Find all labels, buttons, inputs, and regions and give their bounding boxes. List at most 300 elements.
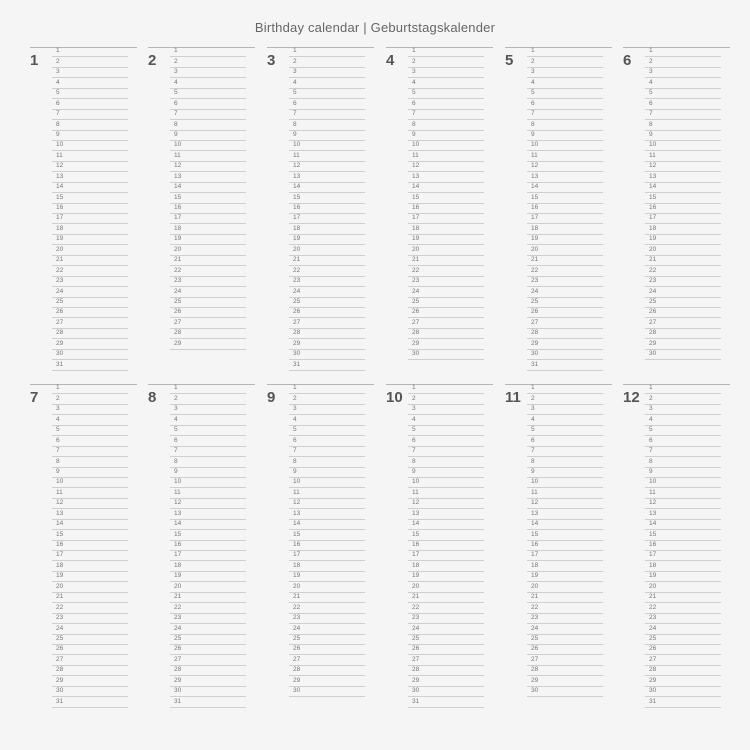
- day-row[interactable]: [289, 151, 365, 161]
- day-row[interactable]: [527, 287, 603, 297]
- day-row[interactable]: [170, 214, 246, 224]
- day-row[interactable]: [170, 624, 246, 634]
- day-row[interactable]: [527, 614, 603, 624]
- day-row[interactable]: [170, 47, 246, 57]
- day-row[interactable]: [645, 298, 721, 308]
- day-row[interactable]: [408, 99, 484, 109]
- day-row[interactable]: [289, 120, 365, 130]
- day-row[interactable]: [289, 204, 365, 214]
- day-row[interactable]: [52, 394, 128, 404]
- day-row[interactable]: [527, 183, 603, 193]
- day-row[interactable]: [527, 457, 603, 467]
- day-row[interactable]: [170, 339, 246, 349]
- day-row[interactable]: [289, 162, 365, 172]
- day-row[interactable]: [170, 530, 246, 540]
- day-row[interactable]: [408, 572, 484, 582]
- day-row[interactable]: [527, 172, 603, 182]
- day-row[interactable]: [170, 110, 246, 120]
- day-row[interactable]: [527, 68, 603, 78]
- day-row[interactable]: [170, 266, 246, 276]
- day-row[interactable]: [527, 141, 603, 151]
- day-row[interactable]: [52, 384, 128, 394]
- day-row[interactable]: [645, 593, 721, 603]
- day-row[interactable]: [170, 162, 246, 172]
- day-row[interactable]: [645, 204, 721, 214]
- day-row[interactable]: [527, 499, 603, 509]
- day-row[interactable]: [527, 308, 603, 318]
- day-row[interactable]: [645, 266, 721, 276]
- day-row[interactable]: [289, 141, 365, 151]
- day-row[interactable]: [645, 468, 721, 478]
- day-row[interactable]: [527, 624, 603, 634]
- day-row[interactable]: [52, 405, 128, 415]
- day-row[interactable]: [289, 572, 365, 582]
- day-row[interactable]: [52, 68, 128, 78]
- day-row[interactable]: [527, 582, 603, 592]
- day-row[interactable]: [170, 245, 246, 255]
- day-row[interactable]: [170, 277, 246, 287]
- day-row[interactable]: [52, 214, 128, 224]
- day-row[interactable]: [52, 603, 128, 613]
- day-row[interactable]: [408, 298, 484, 308]
- day-row[interactable]: [170, 384, 246, 394]
- day-row[interactable]: [527, 666, 603, 676]
- day-row[interactable]: [52, 635, 128, 645]
- day-row[interactable]: [527, 256, 603, 266]
- day-row[interactable]: [289, 436, 365, 446]
- day-row[interactable]: [645, 89, 721, 99]
- day-row[interactable]: [527, 131, 603, 141]
- day-row[interactable]: [527, 204, 603, 214]
- day-row[interactable]: [289, 308, 365, 318]
- day-row[interactable]: [52, 593, 128, 603]
- day-row[interactable]: [645, 655, 721, 665]
- day-row[interactable]: [645, 131, 721, 141]
- day-row[interactable]: [289, 499, 365, 509]
- day-row[interactable]: [408, 394, 484, 404]
- day-row[interactable]: [289, 172, 365, 182]
- day-row[interactable]: [52, 266, 128, 276]
- day-row[interactable]: [645, 256, 721, 266]
- day-row[interactable]: [170, 572, 246, 582]
- day-row[interactable]: [170, 99, 246, 109]
- day-row[interactable]: [527, 478, 603, 488]
- day-row[interactable]: [170, 541, 246, 551]
- day-row[interactable]: [527, 47, 603, 57]
- day-row[interactable]: [289, 350, 365, 360]
- day-row[interactable]: [170, 78, 246, 88]
- day-row[interactable]: [170, 394, 246, 404]
- day-row[interactable]: [289, 110, 365, 120]
- day-row[interactable]: [170, 457, 246, 467]
- day-row[interactable]: [170, 551, 246, 561]
- day-row[interactable]: [170, 697, 246, 707]
- day-row[interactable]: [527, 687, 603, 697]
- day-row[interactable]: [170, 151, 246, 161]
- day-row[interactable]: [408, 447, 484, 457]
- day-row[interactable]: [289, 235, 365, 245]
- day-row[interactable]: [408, 436, 484, 446]
- day-row[interactable]: [408, 697, 484, 707]
- day-row[interactable]: [408, 561, 484, 571]
- day-row[interactable]: [527, 235, 603, 245]
- day-row[interactable]: [645, 488, 721, 498]
- day-row[interactable]: [645, 99, 721, 109]
- day-row[interactable]: [408, 68, 484, 78]
- day-row[interactable]: [52, 329, 128, 339]
- day-row[interactable]: [289, 509, 365, 519]
- day-row[interactable]: [289, 339, 365, 349]
- day-row[interactable]: [408, 89, 484, 99]
- day-row[interactable]: [170, 298, 246, 308]
- day-row[interactable]: [52, 687, 128, 697]
- day-row[interactable]: [52, 131, 128, 141]
- day-row[interactable]: [52, 298, 128, 308]
- day-row[interactable]: [408, 183, 484, 193]
- day-row[interactable]: [170, 318, 246, 328]
- day-row[interactable]: [527, 162, 603, 172]
- day-row[interactable]: [408, 172, 484, 182]
- day-row[interactable]: [527, 224, 603, 234]
- day-row[interactable]: [289, 655, 365, 665]
- day-row[interactable]: [527, 509, 603, 519]
- day-row[interactable]: [52, 151, 128, 161]
- day-row[interactable]: [527, 298, 603, 308]
- day-row[interactable]: [289, 78, 365, 88]
- day-row[interactable]: [52, 676, 128, 686]
- day-row[interactable]: [645, 245, 721, 255]
- day-row[interactable]: [52, 224, 128, 234]
- day-row[interactable]: [408, 141, 484, 151]
- day-row[interactable]: [408, 214, 484, 224]
- day-row[interactable]: [52, 468, 128, 478]
- day-row[interactable]: [645, 151, 721, 161]
- day-row[interactable]: [408, 350, 484, 360]
- day-row[interactable]: [52, 47, 128, 57]
- day-row[interactable]: [52, 572, 128, 582]
- day-row[interactable]: [289, 645, 365, 655]
- day-row[interactable]: [289, 99, 365, 109]
- day-row[interactable]: [645, 499, 721, 509]
- day-row[interactable]: [645, 635, 721, 645]
- day-row[interactable]: [527, 447, 603, 457]
- day-row[interactable]: [289, 530, 365, 540]
- day-row[interactable]: [52, 245, 128, 255]
- day-row[interactable]: [170, 89, 246, 99]
- day-row[interactable]: [170, 603, 246, 613]
- day-row[interactable]: [527, 541, 603, 551]
- day-row[interactable]: [52, 256, 128, 266]
- day-row[interactable]: [527, 603, 603, 613]
- day-row[interactable]: [289, 582, 365, 592]
- day-row[interactable]: [645, 120, 721, 130]
- day-row[interactable]: [170, 655, 246, 665]
- day-row[interactable]: [52, 697, 128, 707]
- day-row[interactable]: [527, 110, 603, 120]
- day-row[interactable]: [52, 308, 128, 318]
- day-row[interactable]: [527, 572, 603, 582]
- day-row[interactable]: [527, 561, 603, 571]
- day-row[interactable]: [408, 488, 484, 498]
- day-row[interactable]: [527, 436, 603, 446]
- day-row[interactable]: [408, 582, 484, 592]
- day-row[interactable]: [170, 287, 246, 297]
- day-row[interactable]: [52, 509, 128, 519]
- day-row[interactable]: [52, 141, 128, 151]
- day-row[interactable]: [527, 78, 603, 88]
- day-row[interactable]: [527, 676, 603, 686]
- day-row[interactable]: [645, 235, 721, 245]
- day-row[interactable]: [645, 405, 721, 415]
- day-row[interactable]: [289, 360, 365, 370]
- day-row[interactable]: [170, 308, 246, 318]
- day-row[interactable]: [289, 676, 365, 686]
- day-row[interactable]: [645, 447, 721, 457]
- day-row[interactable]: [52, 287, 128, 297]
- day-row[interactable]: [408, 266, 484, 276]
- day-row[interactable]: [527, 89, 603, 99]
- day-row[interactable]: [52, 204, 128, 214]
- day-row[interactable]: [170, 593, 246, 603]
- day-row[interactable]: [408, 593, 484, 603]
- day-row[interactable]: [408, 193, 484, 203]
- day-row[interactable]: [645, 47, 721, 57]
- day-row[interactable]: [289, 57, 365, 67]
- day-row[interactable]: [645, 277, 721, 287]
- day-row[interactable]: [52, 541, 128, 551]
- day-row[interactable]: [289, 561, 365, 571]
- day-row[interactable]: [408, 520, 484, 530]
- day-row[interactable]: [52, 614, 128, 624]
- day-row[interactable]: [289, 266, 365, 276]
- day-row[interactable]: [289, 614, 365, 624]
- day-row[interactable]: [645, 318, 721, 328]
- day-row[interactable]: [645, 561, 721, 571]
- day-row[interactable]: [52, 235, 128, 245]
- day-row[interactable]: [289, 541, 365, 551]
- day-row[interactable]: [52, 655, 128, 665]
- day-row[interactable]: [52, 183, 128, 193]
- day-row[interactable]: [527, 488, 603, 498]
- day-row[interactable]: [170, 520, 246, 530]
- day-row[interactable]: [527, 329, 603, 339]
- day-row[interactable]: [52, 172, 128, 182]
- day-row[interactable]: [645, 172, 721, 182]
- day-row[interactable]: [170, 666, 246, 676]
- day-row[interactable]: [52, 360, 128, 370]
- day-row[interactable]: [645, 141, 721, 151]
- day-row[interactable]: [289, 68, 365, 78]
- day-row[interactable]: [289, 551, 365, 561]
- day-row[interactable]: [408, 318, 484, 328]
- day-row[interactable]: [408, 245, 484, 255]
- day-row[interactable]: [289, 245, 365, 255]
- day-row[interactable]: [289, 287, 365, 297]
- day-row[interactable]: [408, 530, 484, 540]
- day-row[interactable]: [408, 614, 484, 624]
- day-row[interactable]: [527, 530, 603, 540]
- day-row[interactable]: [408, 676, 484, 686]
- day-row[interactable]: [289, 488, 365, 498]
- day-row[interactable]: [408, 415, 484, 425]
- day-row[interactable]: [170, 183, 246, 193]
- day-row[interactable]: [170, 488, 246, 498]
- day-row[interactable]: [52, 447, 128, 457]
- day-row[interactable]: [645, 193, 721, 203]
- day-row[interactable]: [645, 666, 721, 676]
- day-row[interactable]: [52, 426, 128, 436]
- day-row[interactable]: [527, 360, 603, 370]
- day-row[interactable]: [52, 488, 128, 498]
- day-row[interactable]: [408, 478, 484, 488]
- day-row[interactable]: [170, 68, 246, 78]
- day-row[interactable]: [52, 162, 128, 172]
- day-row[interactable]: [289, 624, 365, 634]
- day-row[interactable]: [170, 509, 246, 519]
- day-row[interactable]: [645, 676, 721, 686]
- day-row[interactable]: [527, 245, 603, 255]
- day-row[interactable]: [289, 298, 365, 308]
- day-row[interactable]: [645, 329, 721, 339]
- day-row[interactable]: [645, 350, 721, 360]
- day-row[interactable]: [527, 384, 603, 394]
- day-row[interactable]: [170, 561, 246, 571]
- day-row[interactable]: [408, 457, 484, 467]
- day-row[interactable]: [52, 624, 128, 634]
- day-row[interactable]: [408, 110, 484, 120]
- day-row[interactable]: [645, 530, 721, 540]
- day-row[interactable]: [52, 582, 128, 592]
- day-row[interactable]: [289, 457, 365, 467]
- day-row[interactable]: [289, 478, 365, 488]
- day-row[interactable]: [170, 426, 246, 436]
- day-row[interactable]: [170, 57, 246, 67]
- day-row[interactable]: [408, 624, 484, 634]
- day-row[interactable]: [170, 645, 246, 655]
- day-row[interactable]: [289, 603, 365, 613]
- day-row[interactable]: [527, 415, 603, 425]
- day-row[interactable]: [289, 384, 365, 394]
- day-row[interactable]: [289, 47, 365, 57]
- day-row[interactable]: [170, 582, 246, 592]
- day-row[interactable]: [645, 551, 721, 561]
- day-row[interactable]: [645, 541, 721, 551]
- day-row[interactable]: [408, 224, 484, 234]
- day-row[interactable]: [52, 666, 128, 676]
- day-row[interactable]: [289, 426, 365, 436]
- day-row[interactable]: [289, 277, 365, 287]
- day-row[interactable]: [645, 415, 721, 425]
- day-row[interactable]: [645, 426, 721, 436]
- day-row[interactable]: [52, 499, 128, 509]
- day-row[interactable]: [645, 339, 721, 349]
- day-row[interactable]: [170, 614, 246, 624]
- day-row[interactable]: [408, 120, 484, 130]
- day-row[interactable]: [170, 131, 246, 141]
- day-row[interactable]: [52, 193, 128, 203]
- day-row[interactable]: [527, 468, 603, 478]
- day-row[interactable]: [289, 256, 365, 266]
- day-row[interactable]: [645, 308, 721, 318]
- day-row[interactable]: [408, 635, 484, 645]
- day-row[interactable]: [289, 415, 365, 425]
- day-row[interactable]: [408, 287, 484, 297]
- day-row[interactable]: [408, 541, 484, 551]
- day-row[interactable]: [170, 141, 246, 151]
- day-row[interactable]: [645, 582, 721, 592]
- day-row[interactable]: [408, 162, 484, 172]
- day-row[interactable]: [645, 287, 721, 297]
- day-row[interactable]: [527, 350, 603, 360]
- day-row[interactable]: [289, 405, 365, 415]
- day-row[interactable]: [52, 415, 128, 425]
- day-row[interactable]: [170, 120, 246, 130]
- day-row[interactable]: [645, 78, 721, 88]
- day-row[interactable]: [52, 350, 128, 360]
- day-row[interactable]: [408, 603, 484, 613]
- day-row[interactable]: [289, 447, 365, 457]
- day-row[interactable]: [289, 520, 365, 530]
- day-row[interactable]: [527, 277, 603, 287]
- day-row[interactable]: [52, 78, 128, 88]
- day-row[interactable]: [52, 645, 128, 655]
- day-row[interactable]: [527, 593, 603, 603]
- day-row[interactable]: [52, 57, 128, 67]
- day-row[interactable]: [408, 131, 484, 141]
- day-row[interactable]: [289, 89, 365, 99]
- day-row[interactable]: [289, 193, 365, 203]
- day-row[interactable]: [645, 645, 721, 655]
- day-row[interactable]: [52, 530, 128, 540]
- day-row[interactable]: [289, 468, 365, 478]
- day-row[interactable]: [408, 468, 484, 478]
- day-row[interactable]: [645, 436, 721, 446]
- day-row[interactable]: [170, 329, 246, 339]
- day-row[interactable]: [527, 635, 603, 645]
- day-row[interactable]: [645, 384, 721, 394]
- day-row[interactable]: [52, 277, 128, 287]
- day-row[interactable]: [289, 666, 365, 676]
- day-row[interactable]: [527, 394, 603, 404]
- day-row[interactable]: [527, 318, 603, 328]
- day-row[interactable]: [527, 426, 603, 436]
- day-row[interactable]: [52, 478, 128, 488]
- day-row[interactable]: [170, 499, 246, 509]
- day-row[interactable]: [645, 183, 721, 193]
- day-row[interactable]: [408, 47, 484, 57]
- day-row[interactable]: [408, 204, 484, 214]
- day-row[interactable]: [170, 224, 246, 234]
- day-row[interactable]: [645, 520, 721, 530]
- day-row[interactable]: [52, 110, 128, 120]
- day-row[interactable]: [170, 447, 246, 457]
- day-row[interactable]: [170, 172, 246, 182]
- day-row[interactable]: [645, 162, 721, 172]
- day-row[interactable]: [645, 572, 721, 582]
- day-row[interactable]: [527, 214, 603, 224]
- day-row[interactable]: [408, 645, 484, 655]
- day-row[interactable]: [527, 645, 603, 655]
- day-row[interactable]: [289, 183, 365, 193]
- day-row[interactable]: [289, 224, 365, 234]
- day-row[interactable]: [408, 405, 484, 415]
- day-row[interactable]: [52, 89, 128, 99]
- day-row[interactable]: [527, 655, 603, 665]
- day-row[interactable]: [527, 405, 603, 415]
- day-row[interactable]: [408, 235, 484, 245]
- day-row[interactable]: [170, 676, 246, 686]
- day-row[interactable]: [527, 339, 603, 349]
